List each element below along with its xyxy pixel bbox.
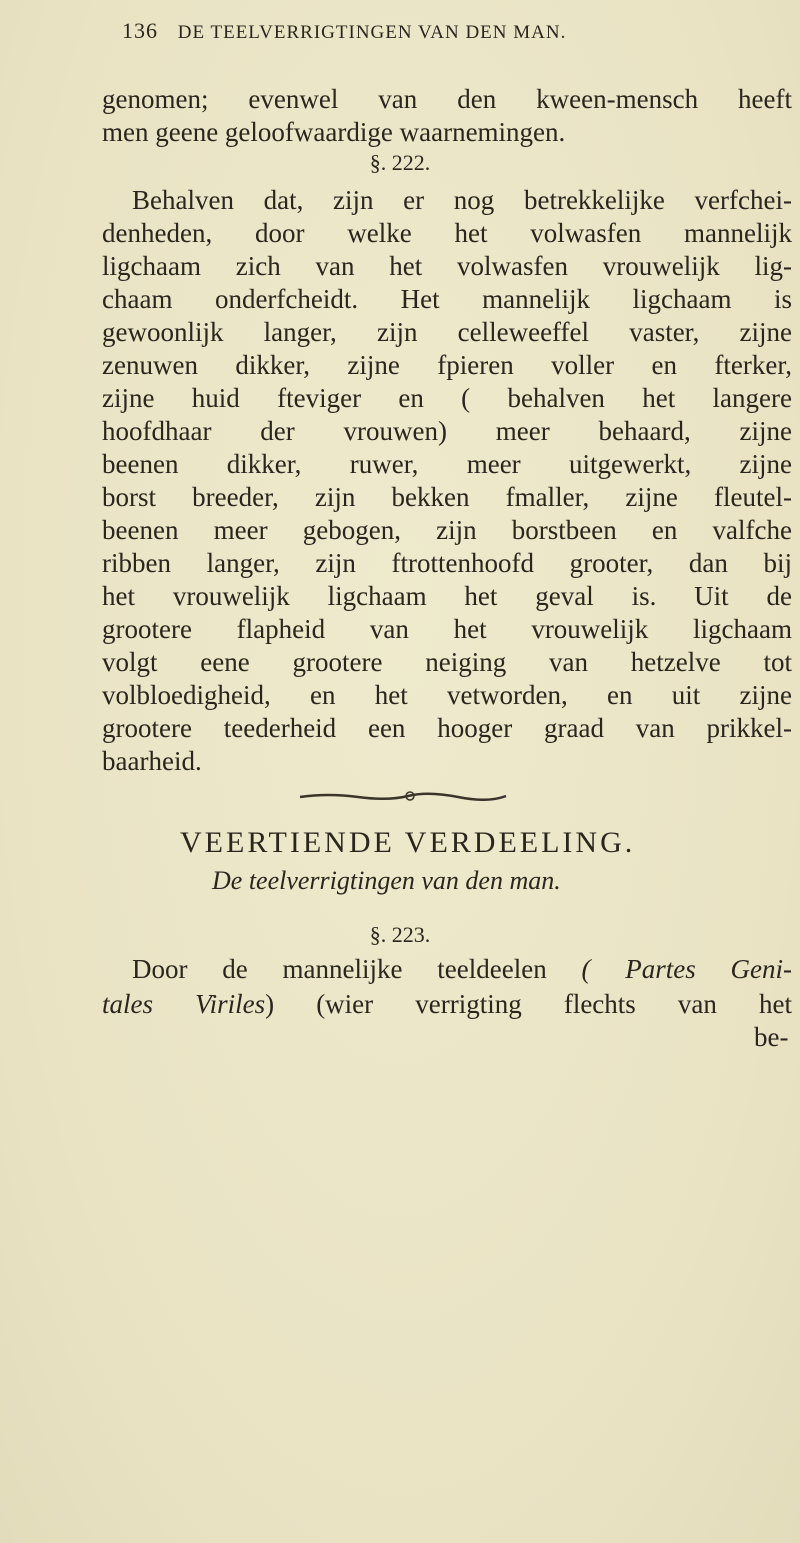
section-number: §. 223. <box>369 922 431 947</box>
text-span: Door de mannelijke teeldeelen <box>132 954 547 984</box>
text-line <box>102 988 792 1020</box>
page-number: 136 <box>122 18 158 43</box>
text-line: Behalven dat, zijn er nog betrekkelijke verfchei- <box>132 185 792 215</box>
text-line: ligchaam zich van het volwasfen vrouwelijk lig- <box>102 251 792 281</box>
text-line: genomen; evenwel van den kween-mensch heeft <box>102 84 792 114</box>
text-line: hoofdhaar der vrouwen) meer behaard, zijne <box>102 416 792 446</box>
text-line <box>132 953 792 985</box>
decorative-rule-ornament <box>298 791 508 801</box>
text-line: zijne huid fteviger en ( behalven het langere <box>102 383 792 413</box>
text-line: zenuwen dikker, zijne fpieren voller en fterker, <box>102 350 792 380</box>
latin-term: tales Viriles <box>102 989 266 1019</box>
text-line: baarheid. <box>102 746 202 776</box>
text-line: volbloedigheid, en het vetworden, en uit zijne <box>102 680 792 710</box>
text-line: ribben langer, zijn ftrottenhoofd grooter, dan bij <box>102 548 792 578</box>
text-line: men geene geloofwaardige waarnemingen. <box>102 117 566 147</box>
running-title: DE TEELVERRIGTINGEN VAN DEN MAN. <box>177 22 567 43</box>
text-line: grootere teederheid een hooger graad van prikkel- <box>102 713 792 743</box>
text-line: beenen meer gebogen, zijn borstbeen en valfche <box>102 515 792 545</box>
latin-term: ( Partes Geni- <box>581 954 793 984</box>
text-line: het vrouwelijk ligchaam het geval is. Uit de <box>102 581 792 611</box>
division-heading: VEERTIENDE VERDEELING. <box>180 826 636 859</box>
division-subtitle: De teelverrigtingen van den man. <box>212 866 561 895</box>
text-line: denheden, door welke het volwasfen mannelijk <box>102 218 792 248</box>
text-line: chaam onderfcheidt. Het mannelijk ligchaam is <box>102 284 792 314</box>
text-line: borst breeder, zijn bekken fmaller, zijne fleutel- <box>102 482 792 512</box>
text-span: ) (wier verrigting flechts van het <box>265 989 792 1019</box>
text-line: beenen dikker, ruwer, meer uitgewerkt, zijne <box>102 449 792 479</box>
running-header <box>122 18 800 44</box>
section-number: §. 222. <box>369 150 431 175</box>
catchword: be- <box>754 1022 789 1052</box>
text-line: volgt eene grootere neiging van hetzelve tot <box>102 647 792 677</box>
text-line: gewoonlijk langer, zijn celleweeffel vaster, zijne <box>102 317 792 347</box>
text-line: grootere flapheid van het vrouwelijk ligchaam <box>102 614 792 644</box>
